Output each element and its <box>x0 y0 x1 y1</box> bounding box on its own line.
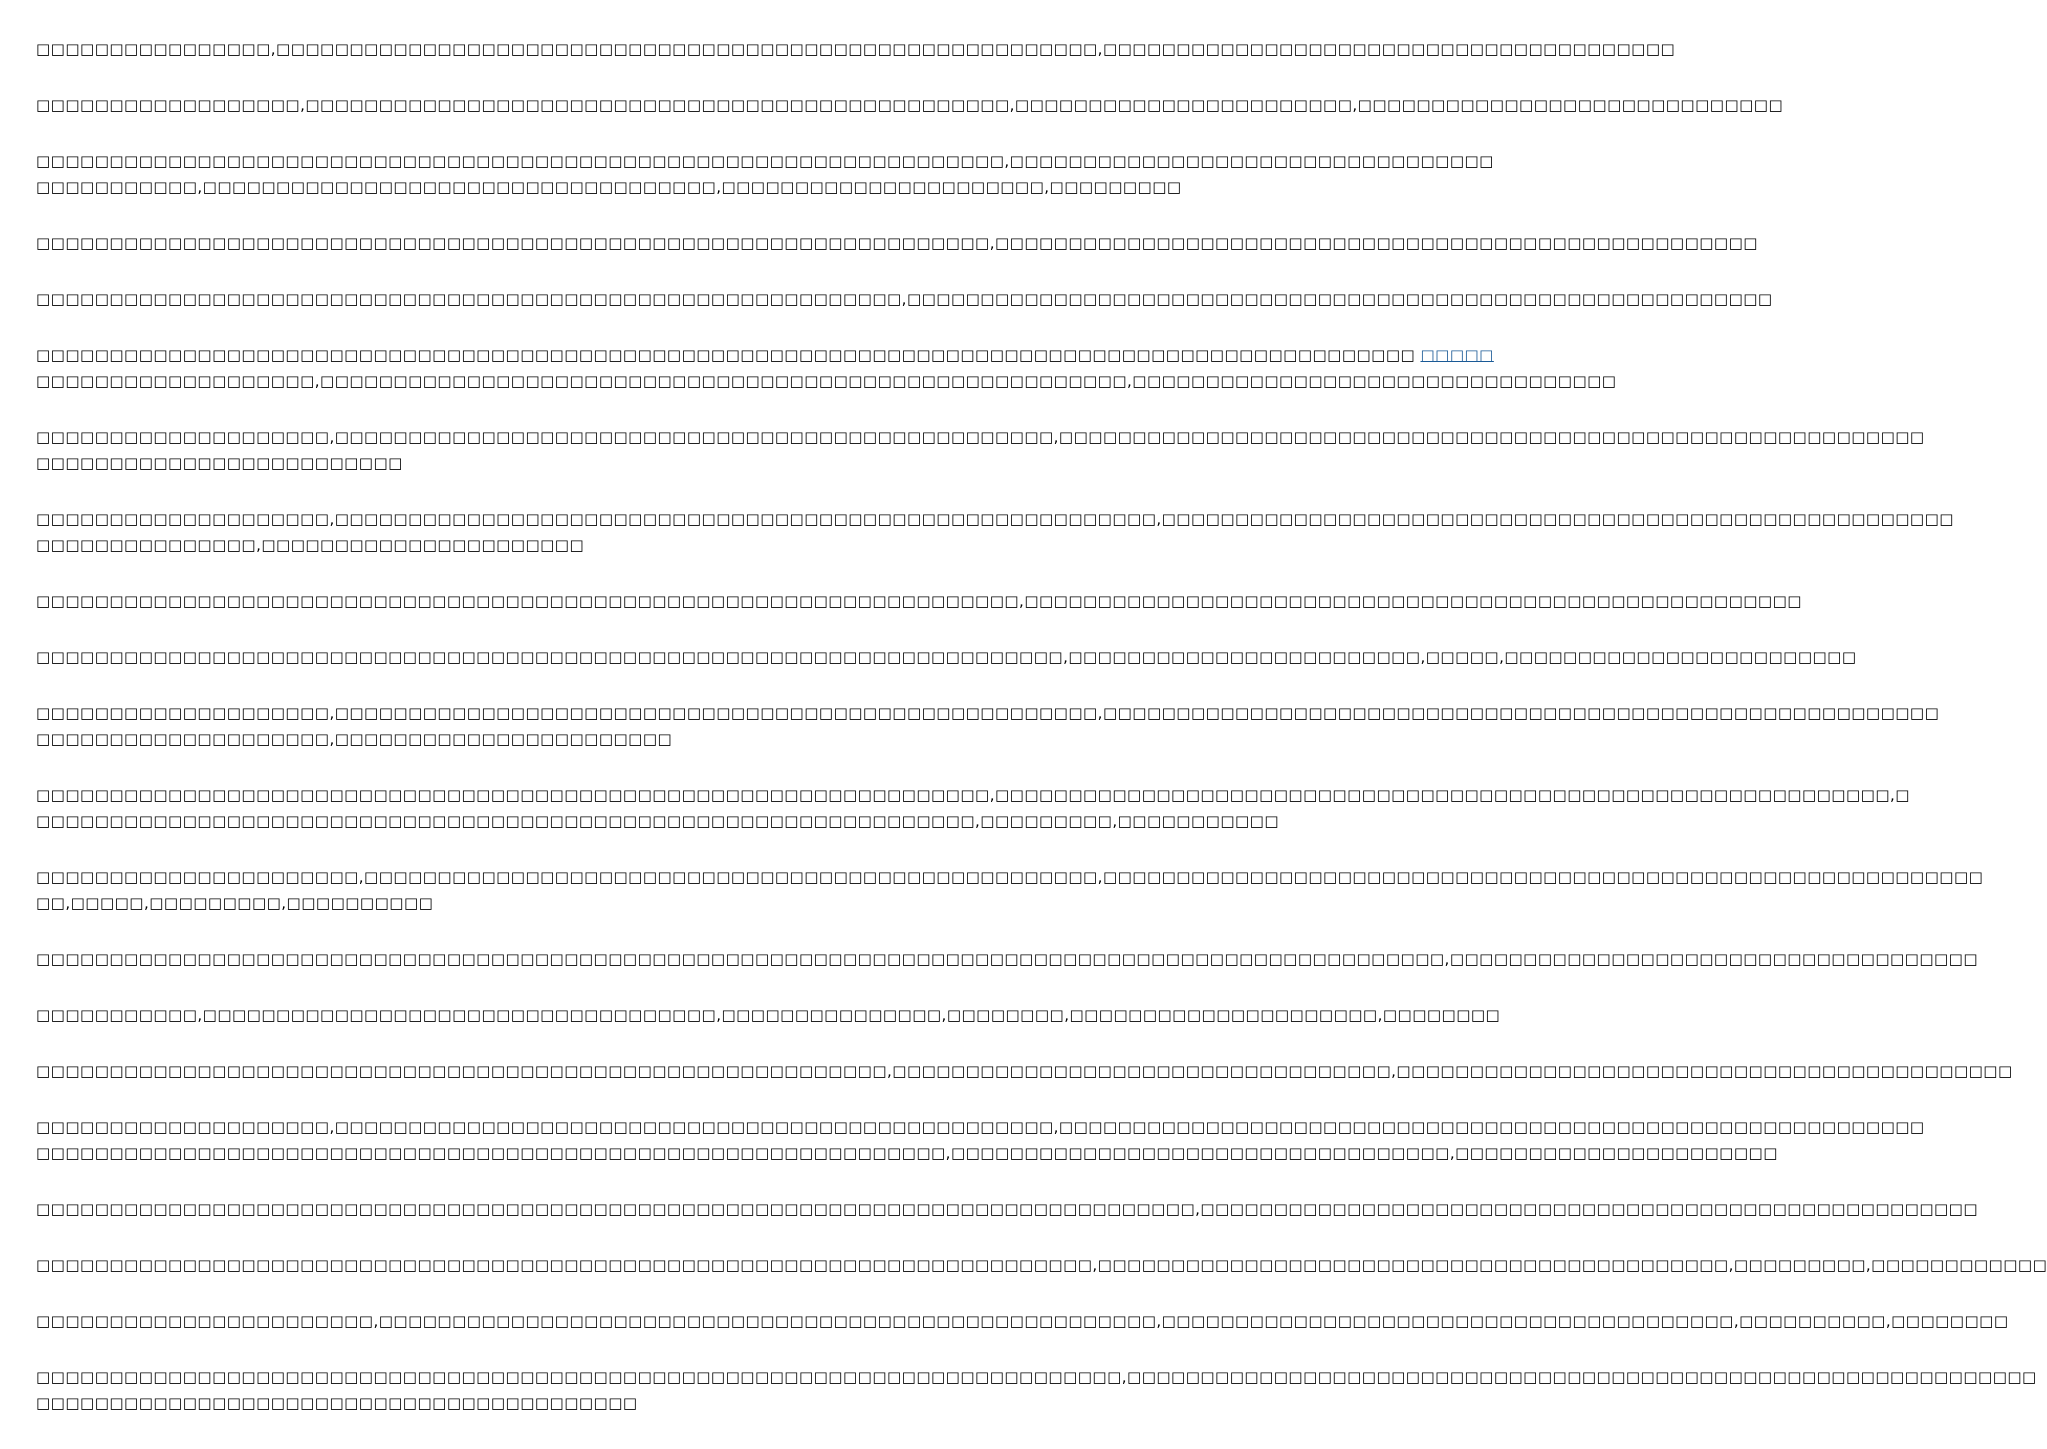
paragraph-line <box>36 148 1494 174</box>
paragraph-line <box>36 1196 1979 1222</box>
line-text: □□□□□□□□□□□□□□□□□□□□□□□□□□□□□□□□□□□□□□□□□□□□□□□□□□□□□□□□□□,□□□□□□□□□□□□□□□□□□□□□□□□□□□□□□□□□□,□□□□□□□□□□□□□□□□□□□□□□□□□□□□□□□□□□□□□□□□□□ <box>36 1062 2013 1080</box>
line-text: □□□□□□□□□□□□□□□□□□□□□□□□□ <box>36 454 403 472</box>
paragraph <box>36 92 1784 118</box>
paragraph-line <box>36 1308 2009 1334</box>
paragraph-line <box>36 1058 2013 1084</box>
line-text: □□□□□□□□□□□□□□□□□□□□□□□□□□□□□□□□□□□□□□□□□□□□□□□□□□□□□□□□□□□□□□□□□□□□□□□□□□,□□□□□□□□□□□□□□□□□□□□□□□□□□□□□□□□□□□□□□□□□□□□□□□□□□□□□□□□□□□□□□ <box>36 1368 2037 1386</box>
paragraph <box>36 782 1910 834</box>
line-text: □□□□□□□□□□□□□□□□□□□□□□□□□□□□□□□□□□□□□□□□□□□□□□□□□□□□□□□□□□□□□□,□□□□□□□□□□□□□□□□□□□□□□□□□□□□□□□□□□,□□□□□□□□□□□□□□□□□□□□□□ <box>36 1144 1778 1162</box>
line-text: □□□□□□□□□□□□□□□□,□□□□□□□□□□□□□□□□□□□□□□□□□□□□□□□□□□□□□□□□□□□□□□□□□□□□□□□□,□□□□□□□□□□□□□□□□□□□□□□□□□□□□□□□□□□□□□□□ <box>36 40 1676 58</box>
paragraph-line <box>36 864 1984 890</box>
paragraph-line <box>36 946 1979 972</box>
paragraph-line <box>36 286 1773 312</box>
paragraph-line <box>36 92 1784 118</box>
line-text: □□□□□□□□□□□□□□□□□□□□□□□□□□□□□□□□□□□□□□□□□□□□□□□□□□□□□□□□□□□□□□□□□□,□□□□□□□□□□□□□□□□□□□□□□□□□□□□□□□□□ <box>36 152 1494 170</box>
line-text: □□□□□□□□□□□,□□□□□□□□□□□□□□□□□□□□□□□□□□□□□□□□□□□,□□□□□□□□□□□□□□□□□□□□□□,□□□□□□□□□ <box>36 178 1182 196</box>
paragraph-line <box>36 644 1857 670</box>
paragraph <box>36 148 1494 200</box>
line-text: □□□□□□□□□□□□□□□□□□□□□□□□□□□□□□□□□□□□□□□□□□□□□□□□□□□□□□□□□□□□□□□□,□□□□□□□□□,□□□□□□□□□□□ <box>36 812 1280 830</box>
paragraph <box>36 1114 1925 1166</box>
paragraph-line <box>36 450 990 476</box>
paragraph <box>36 700 1940 752</box>
line-text: □□□□□□□□□□□□□□□□□□□□□□□□□□□□□□□□□□□□□□□□□□□□□□□□□□□□□□□□□□□□□□□□□□□□□□,□□□□□□□□□□□□□□□□□□□□□□□□,□□□□□,□□□□□□□□□□□□□□□□□□□□□□□□ <box>36 648 1857 666</box>
inline-link[interactable]: □□□□□ <box>1420 346 1494 364</box>
paragraph-line <box>36 782 1910 808</box>
line-text: □□□□□□□□□□□□□□□□□□□□□□,□□□□□□□□□□□□□□□□□□□□□□□□□□□□□□□□□□□□□□□□□□□□□□□□□□,□□□□□□□□□□□□□□□□□□□□□□□□□□□□□□□□□□□□□□□□□□□□□□□□□□□□□□□□□□□□ <box>36 868 1984 886</box>
line-text: □□□□□□□□□□□□□□□□□□□□,□□□□□□□□□□□□□□□□□□□□□□□□□□□□□□□□□□□□□□□□□□□□□□□□□,□□□□□□□□□□□□□□□□□□□□□□□□□□□□□□□□□□□□□□□□□□□□□□□□□□□□□□□□□□□ <box>36 428 1925 446</box>
paragraph <box>36 1002 1501 1028</box>
paragraph-line <box>36 1364 2037 1390</box>
line-text: □□□□□□□□□□□□□□□□□□□□,□□□□□□□□□□□□□□□□□□□□□□□ <box>36 730 673 748</box>
paragraph-line <box>36 700 1940 726</box>
paragraph <box>36 864 1984 916</box>
paragraph <box>36 36 1676 62</box>
line-text: □□□□□□□□□□□□□□□□□□□□□□□□□□□□□□□□□□□□□□□□□□□□□□□□□□□□□□□□□□□□□□□□□□□□□□□□□□□□□□□,□□□□□□□□□□□□□□□□□□□□□□□□□□□□□□□□□□□□□□□□□□□□□□□□□□□□□ <box>36 1200 1979 1218</box>
paragraph-line <box>36 1390 990 1416</box>
line-text: □□□□□□□□□□□□□□□□□□□□□□□□□□□□□□□□□□□□□□□□□□□□□□□□□□□□□□□□□□□□□□□□□□□□□□□□□□□□□□□□□□□□□□□□□□□□□□□□,□□□□□□□□□□□□□□□□□□□□□□□□□□□□□□□□□□□□ <box>36 950 1979 968</box>
document-page <box>36 36 2047 1446</box>
paragraph <box>36 1252 2047 1278</box>
paragraph <box>36 506 1954 558</box>
paragraph-line <box>36 342 1494 368</box>
paragraph <box>36 946 1979 972</box>
paragraph <box>36 1196 1979 1222</box>
line-text: □□□□□□□□□□□□□□□,□□□□□□□□□□□□□□□□□□□□□□ <box>36 536 585 554</box>
paragraph <box>36 1364 2037 1416</box>
paragraph-line <box>36 588 1802 614</box>
line-text: □□□□□□□□□□□□□□□□□□□□□□□□□□□□□□□□□□□□□□□□□□□□□□□□□□□□□□□□□□□□□□□□□,□□□□□□□□□□□□□□□□□□□□□□□□□□□□□□□□□□□□□□□□□□□□□□□□□□□□□□□□□□□□□,□ <box>36 786 1910 804</box>
paragraph-line <box>36 506 1954 532</box>
line-text: □□□□□□□□□□□□□□□□□□□□,□□□□□□□□□□□□□□□□□□□□□□□□□□□□□□□□□□□□□□□□□□□□□□□□□□□□,□□□□□□□□□□□□□□□□□□□□□□□□□□□□□□□□□□□□□□□□□□□□□□□□□□□□□□□□□ <box>36 704 1940 722</box>
paragraph <box>36 1058 2013 1084</box>
paragraph <box>36 424 1925 476</box>
line-text: □□□□□□□□□□□□□□□□□□□□,□□□□□□□□□□□□□□□□□□□□□□□□□□□□□□□□□□□□□□□□□□□□□□□□□□□□□□□□,□□□□□□□□□□□□□□□□□□□□□□□□□□□□□□□□□□□□□□□□□□□□□□□□□□□□□□ <box>36 510 1954 528</box>
line-text: □□□□□□□□□□□□□□□□□□□□□□□□□□□□□□□□□□□□□□□□□□□□□□□□□□□□□□□□□□□□□□□□□□□□□□□□□□□□□□□□□□□□□□□□□□□□□□ <box>36 346 1421 364</box>
line-text: □□□□□□□□□□□□□□□□□□□□□□□□□□□□□□□□□□□□□□□□□□□□□□□□□□□□□□□□□□□□□□□□□,□□□□□□□□□□□□□□□□□□□□□□□□□□□□□□□□□□□□□□□□□□□□□□□□□□□□ <box>36 234 1758 252</box>
line-text: □□□□□□□□□□□,□□□□□□□□□□□□□□□□□□□□□□□□□□□□□□□□□□□,□□□□□□□□□□□□□□□,□□□□□□□□,□□□□□□□□□□□□□□□□□□□□□,□□□□□□□□ <box>36 1006 1501 1024</box>
line-text: □□□□□□□□□□□□□□□□□□,□□□□□□□□□□□□□□□□□□□□□□□□□□□□□□□□□□□□□□□□□□□□□□□□,□□□□□□□□□□□□□□□□□□□□□□□,□□□□□□□□□□□□□□□□□□□□□□□□□□□□□ <box>36 96 1784 114</box>
paragraph-line <box>36 424 1925 450</box>
paragraph <box>36 644 1857 670</box>
paragraph-line <box>36 890 990 916</box>
line-text: □□□□□□□□□□□□□□□□□□□□,□□□□□□□□□□□□□□□□□□□□□□□□□□□□□□□□□□□□□□□□□□□□□□□□□,□□□□□□□□□□□□□□□□□□□□□□□□□□□□□□□□□□□□□□□□□□□□□□□□□□□□□□□□□□□ <box>36 1118 1925 1136</box>
paragraph-line <box>36 726 990 752</box>
paragraph <box>36 588 1802 614</box>
paragraph-line <box>36 1252 2047 1278</box>
paragraph-line <box>36 36 1676 62</box>
paragraph-line <box>36 368 1617 394</box>
line-text: □□□□□□□□□□□□□□□□□□□□□□□□□□□□□□□□□□□□□□□□□□□□□□□□□□□□□□□□□□□□□□□□□□□□□□□□,□□□□□□□□□□□□□□□□□□□□□□□□□□□□□□□□□□□□□□□□□□□,□□□□□□□□□,□□□□□□□□□□□□ <box>36 1256 2047 1274</box>
paragraph-line <box>36 1002 1501 1028</box>
paragraph-line <box>36 808 1280 834</box>
paragraph <box>36 286 1773 312</box>
paragraph-line <box>36 1114 1925 1140</box>
paragraph-line <box>36 532 990 558</box>
paragraph-line <box>36 230 1758 256</box>
line-text: □□□□□□□□□□□□□□□□□□□□□□□,□□□□□□□□□□□□□□□□□□□□□□□□□□□□□□□□□□□□□□□□□□□□□□□□□□□□□,□□□□□□□□□□□□□□□□□□□□□□□□□□□□□□□□□□□□□□□,□□□□□□□□□□,□□□□□□□□ <box>36 1312 2009 1330</box>
line-text: □□□□□□□□□□□□□□□□□□□□□□□□□□□□□□□□□□□□□□□□□□□□□□□□□□□□□□□□□□□□□□□□□□□,□□□□□□□□□□□□□□□□□□□□□□□□□□□□□□□□□□□□□□□□□□□□□□□□□□□□□ <box>36 592 1802 610</box>
paragraph-line <box>36 174 1182 200</box>
line-text: □□,□□□□□,□□□□□□□□□,□□□□□□□□□□ <box>36 894 434 912</box>
line-text: □□□□□□□□□□□□□□□□□□□,□□□□□□□□□□□□□□□□□□□□□□□□□□□□□□□□□□□□□□□□□□□□□□□□□□□□□□□,□□□□□□□□□□□□□□□□□□□□□□□□□□□□□□□□□ <box>36 372 1617 390</box>
paragraph <box>36 342 1617 394</box>
paragraph-line <box>36 1140 1778 1166</box>
line-text: □□□□□□□□□□□□□□□□□□□□□□□□□□□□□□□□□□□□□□□□□ <box>36 1394 638 1412</box>
paragraph <box>36 1308 2009 1334</box>
line-text: □□□□□□□□□□□□□□□□□□□□□□□□□□□□□□□□□□□□□□□□□□□□□□□□□□□□□□□□□□□,□□□□□□□□□□□□□□□□□□□□□□□□□□□□□□□□□□□□□□□□□□□□□□□□□□□□□□□□□□□ <box>36 290 1773 308</box>
paragraph <box>36 230 1758 256</box>
